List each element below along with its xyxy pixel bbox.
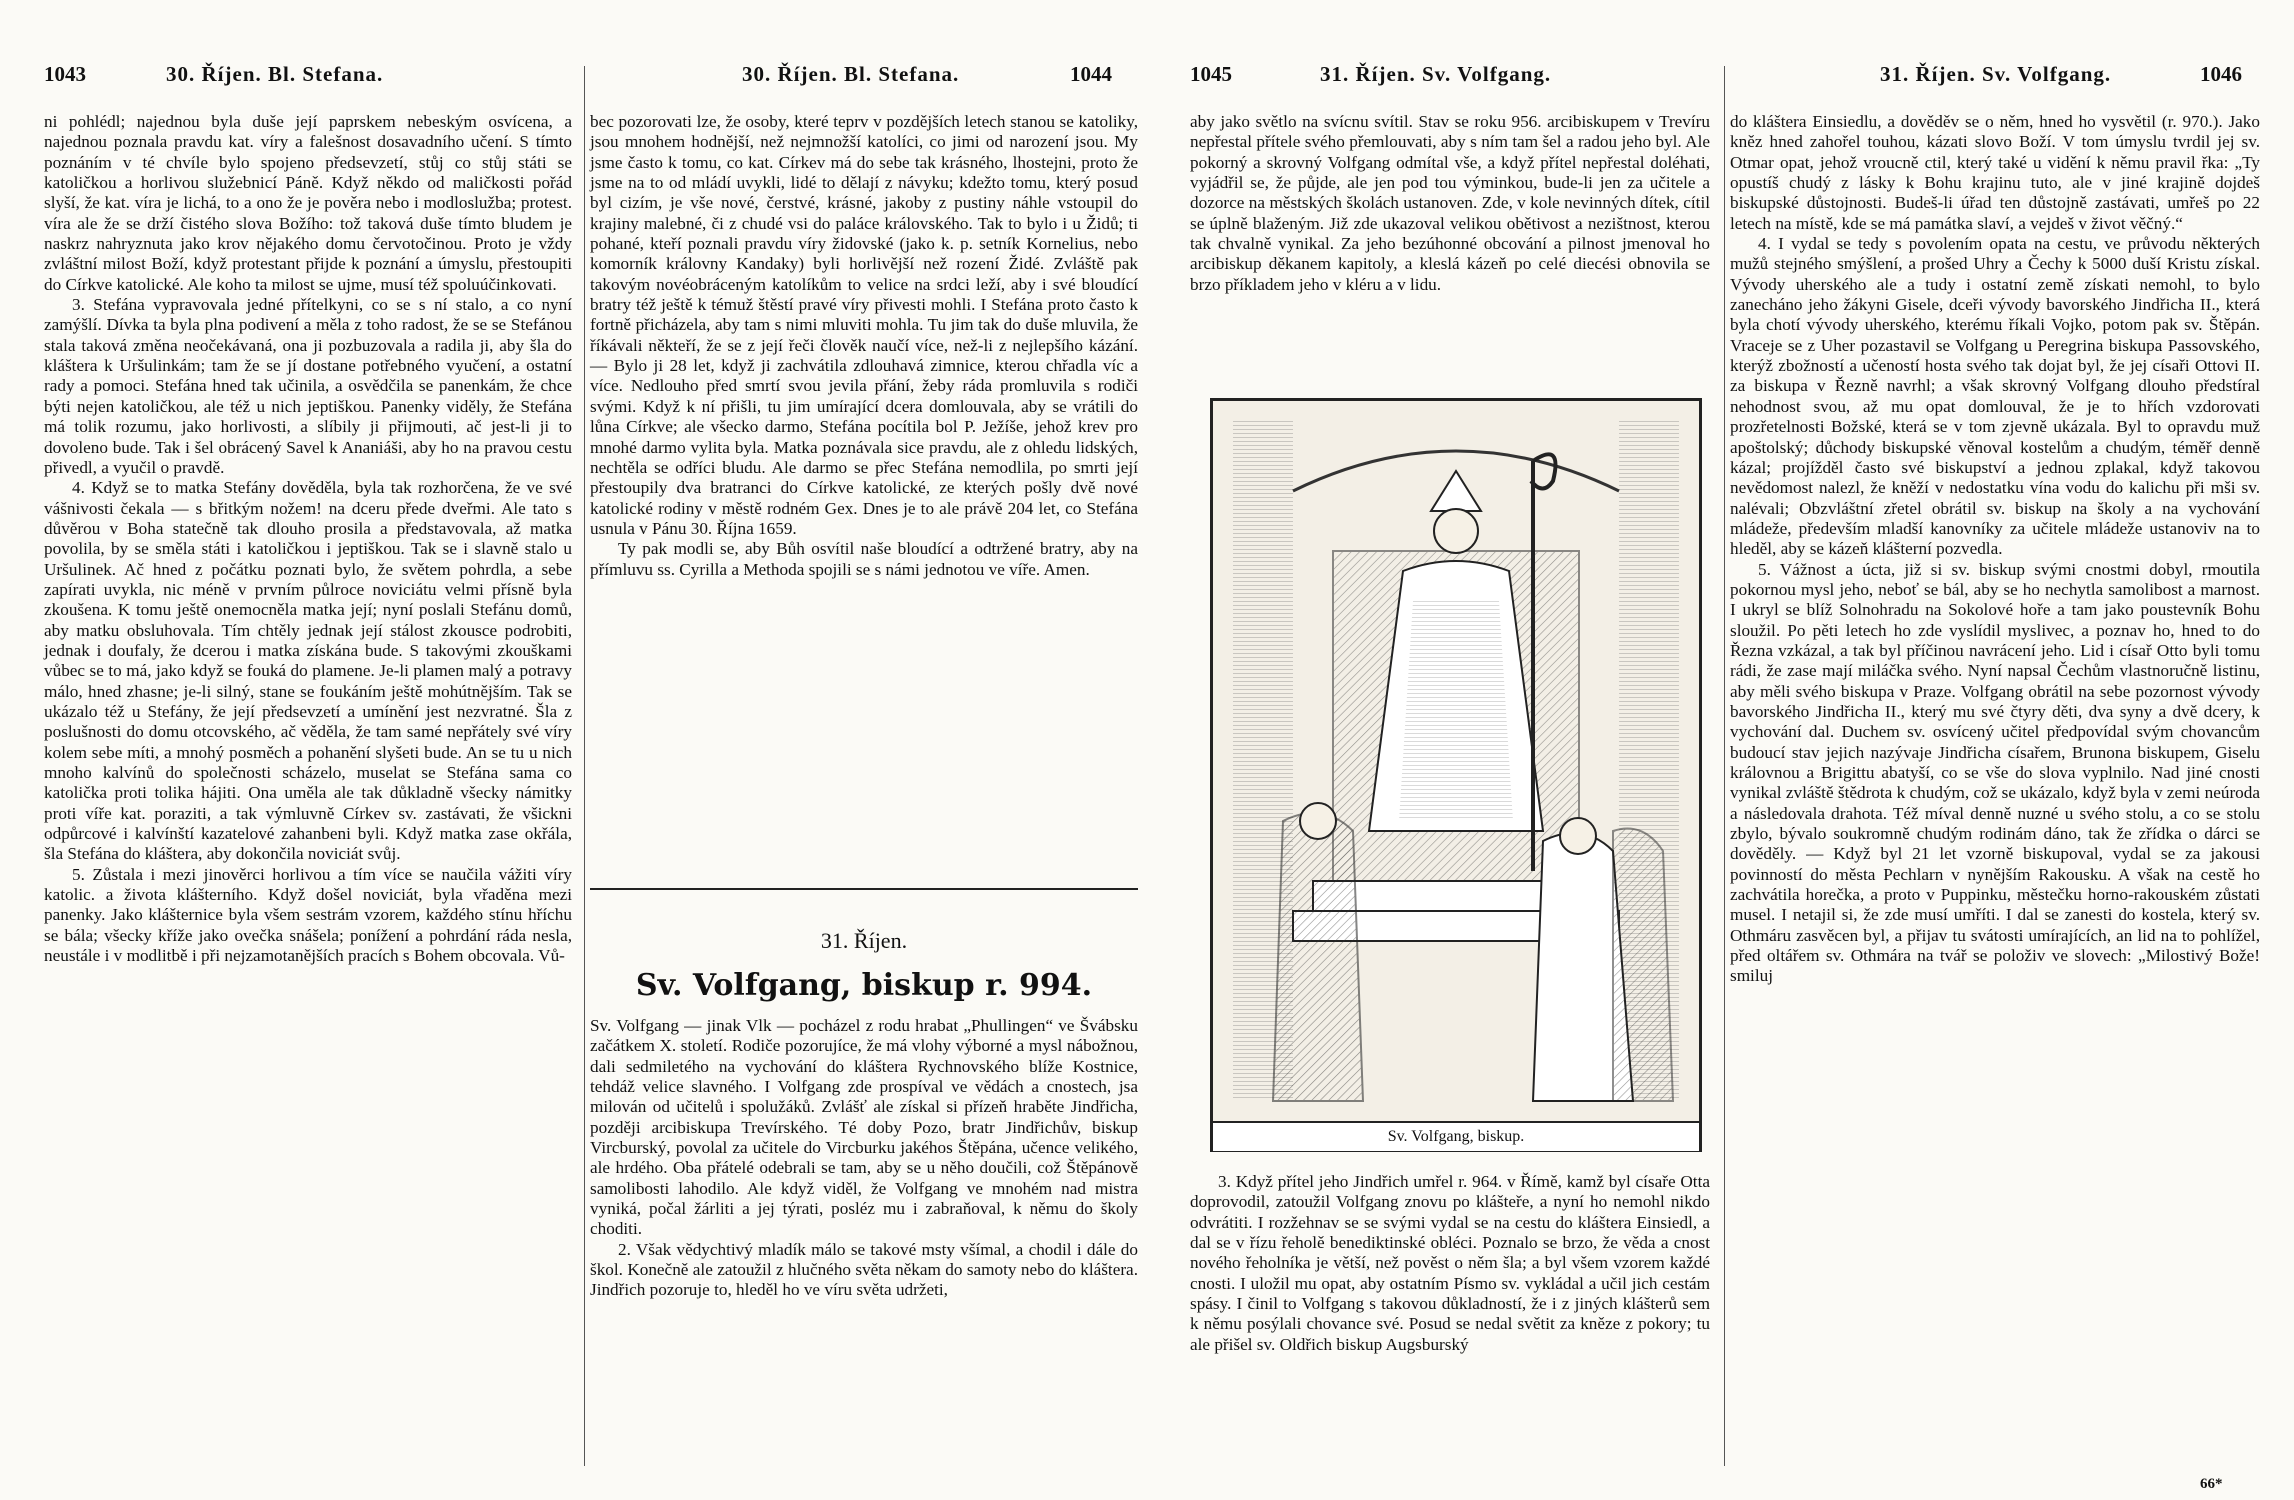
- text-column-2: [590, 112, 1138, 580]
- page-number: 1043: [44, 62, 86, 86]
- column-divider: [584, 66, 585, 1466]
- text-column-3b: [1190, 1172, 1710, 1355]
- text-column-2b: [590, 1016, 1138, 1301]
- running-title: 30. Říjen. Bl. Stefana.: [742, 62, 960, 86]
- saint-engraving: [1213, 401, 1699, 1121]
- paragraph: 4. Když se to matka Stefány dověděla, byla tak rozhorčena, že ve své vášnivosti čekala — s břitkým nožem! na dceru přede dveřmi. Ale tato s důvěrou v Boha statečně tak dlouho prosila a představovala, až matka povolila, by se směla státi i katoličkou i jeptiškou. Tak se i slavně stalo u Uršulinek. Ač hned z počátku poznati bylo, že světem pohrdla, a sebe zapírati uvykla, nic méně v prvním půlroce noviciátu velmi přísně byla zkoušena. K tomu ještě onemocněla matka její; nyní poslali Stefánu domů, aby matku obsluhovala. Tím chtěly jednak její stálost zkousce podrobiti, jednak i doufaly, že dcerou i matka získána bude. S takovými zkouškami vůbec se to má, jako když se fouká do plamene. Je-li plamen malý a potravy málo, hned zhasne; je-li silný, stane se foukáním ještě mohútnějším. Tak se ukázalo též u Stefány, že její předsevzetí a umínění jest nezvratné. Šla z poslušnosti do domu otcovského, ač věděla, že tam samé nepřátely své víry kolem sebe míti, a mnohý posměch a pohanění slyšeti bude. An se tu u nich mnoho kalvínů do společnosti scházelo, muselat se Stefána sama co katolička proti tolika hájiti. Ona uměla ale tak důkladně všecky námitky proti víře kat. poraziti, a tak výmluvně Církev sv. zastávati, že všickni odpůrcové i kalvínští kazatelové zahanbeni byli. Když matka zase okřála, šla Stefána do kláštera, aby dokončila noviciát svůj.: [44, 478, 572, 864]
- column-divider: [1724, 66, 1725, 1466]
- text-column-3a: [1190, 112, 1710, 295]
- paragraph: Ty pak modli se, aby Bůh osvítil naše bloudící a odtržené bratry, aby na přímluvu ss. Cyrilla a Methoda spojili se s námi jednotou ve víře. Amen.: [590, 539, 1138, 579]
- page-1044: [590, 0, 1150, 1500]
- paragraph: 5. Vážnost a úcta, již si sv. biskup svými cnostmi dobyl, rmoutila pokornou mysl jeho, neboť se bál, aby se ho nechytla samolibost a marnost. I ukryl se blíž Solnohradu na Sokolové hoře a tam jako poustevník Bohu sloužil. Po pěti letech ho zde vyslídil myslivec, a poznav ho, hned to do Řezna vzkázal, a tak byl příčinou navrácení jeho. Lid i císař Otto byli tomu rádi, že zase mají miláčka svého. Nyní napsal Čechům vlastnoručně listinu, aby měli svého biskupa v Praze. Volfgang obrátil na sebe pozornost vývody bavorského Jindřicha II., který mu své čtyry děti, dva syny a dvě dcery, k vychování dal. Duchem sv. osvícený učitel předpovídal svým chovancům budoucí stav jejich nazývaje Jindřicha císařem, Brunona biskupem, Giselu královnou a Brigittu abatyší, co se vše do slova vyplnilo. Nad jiné cnosti vynikal zvláště štědrota k chudým, což se ukázalo, když byla v zemi neúroda a následovala drahota. Též míval denně nuzné u svého stolu, a co se stolu zbylo, bývalo soukromně chudým rodinám dáno, tak že zřídka o dárci se dověděly. — Když byl 21 let vzorně biskupoval, vydal se za jakousi povinností do města Pechlarn v nynějším Rakousku. A však na cestě ho zachvátila horečka, a proto v Puppinku, městečku horno-rakouském zůstati musel. I netajil si, že zde musí umříti. I dal se zanesti do kostela, který sv. Othmáru zasvěcen byl, a přijav tu svátosti umírajících, an lid na to pohlížel, před oltářem sv. Othmára na tvář se položiv ve slovech: „Milostivý Bože! smiluj: [1730, 559, 2260, 986]
- page-1043: [0, 0, 580, 1500]
- paragraph: bec pozorovati lze, že osoby, které teprv v pozdějších letech stanou se katoliky, jsou mnohem hodnější, než nejmnožší katolíci, co jimi od narození jsou. My jsme často k tomu, co kat. Církev má do sebe tak krásného, lhostejni, proto že jsme na to od mládí uvykli, lidé to dělají z návyku; kdežto tomu, který posud byl cizím, je vše nové, čerstvé, krásné, jakoby z pustiny náhle vstoupil do krajiny malebné, či z chudé vsi do paláce královského. Tak to bylo i u Židů; ti pohané, kteří poznali pravdu víry židovské (jako k. p. setník Kornelius, nebo komorník královny Kandaky) byli horlivější než rození Židé. Zvláště pak takovým novéobráceným katolíkům to velice na srdci leží, aby i své bloudící bratry též ještě k témuž štěstí pravé víry přivesti mohli. I Stefána proto často k fortně přicházela, aby tam s nimi mluviti mohla. Tu jim tak do duše mluvila, že říkávali někteří, že se z její řeči člověk naučí více, než-li z nejlepšího kázání. — Bylo ji 28 let, když ji zachvátila zdlouhavá zimnice, kterou chřadla víc a více. Nedlouho před smrtí svou jevila přání, žeby ráda promluvila s rodiči svými. Když k ní přišli, tu jim umírající dcera domlouvala, aby se vrátili do lůna Církve; ale všecko darmo, Stefána pocítila bol P. Ježíše, jehož krev pro mnohé darmo vylita byla. Matka poznávala sice pravdu, ale z ohledu lidských, nechtěla se odříci bludu. Ale darmo se přec Stefána nemodlila, po smrti její přestoupily dva bratranci do Církve katolické, ze kterých pošly dvě nové katolické rodiny v městě rodném Gex. Dnes je to ale právě 204 let, co Stefána usnula v Pánu 30. Října 1659.: [590, 112, 1138, 538]
- illustration-saint: [1210, 398, 1702, 1152]
- text-column-4: [1730, 112, 2260, 987]
- section-title: Sv. Volfgang, biskup r. 994.: [635, 968, 1093, 1003]
- running-title: 30. Říjen. Bl. Stefana.: [166, 62, 384, 86]
- paragraph: Sv. Volfgang — jinak Vlk — pocházel z rodu hrabat „Phullingen“ ve Švábsku začátkem X. století. Rodiče pozorujíce, že má vlohy výborné a mysl nábožnou, dali sedmiletého na vychování do kláštera Rychnovského blíže Kostnice, tehdáž velice slavného. I Volfgang zde prospíval ve vědách a cnostech, jsa milován od učitelů i spolužáků. Zvlášť ale získal si přízeň hraběte Jindřicha, později arcibiskupa Trevírského. Té doby Pozo, bratr Jindřichův, biskup Vircburský, povolal za učitele do Vircburku jakéhos Štěpána, učence velikého, ale hrdého. Oba přátelé odebrali se tam, aby se u něho doučili, což Štěpánově samolibosti lahodilo. Ale když viděl, že Volfgang ve mnohém nad mistra vyniká, počal žárliti a jej týrati, posléz mu i zabraňoval, k němu do školy choditi.: [590, 1016, 1138, 1239]
- paragraph: 5. Zůstala i mezi jinověrci horlivou a tím více se naučila vážiti víry katolic. a života klášterního. Když došel noviciát, byla vřaděna mezi panenky. Jako klášternice byla všem sestrám vzorem, každého stínu hříchu se bála; všecky kříže jako ovečka snášela; ponížení a pohrdání ráda nesla, neustále i v modlitbě i při nejzamotanějších pracích s Bohem obcovala. Vů-: [44, 864, 572, 966]
- paragraph: 4. I vydal se tedy s povolením opata na cestu, ve průvodu některých mužů stejného smýšlení, a prošed Uhry a Čechy k 5000 duší Kristu získal. Vývody uherského ale a tudy i ostatní země získati nemohl, to bylo zanecháno jeho žákyni Gisele, dceři vývody bavorského Jindřicha II., která byla chotí vývody uherského, kterému říkali Vojko, potom pak sv. Štěpán. Vraceje se z Uher pozastavil se Volfgang u Peregrina biskupa Passovského, kterýž zbožností a učeností hosta svého tak dojat byl, že jej císaři Ottovi II. za biskupa v Řezně navrhl; a však skrovný Volfgang dlouho předstíral nehodnost svou, až mu opat domlouval, že je to hřích vzdorovati prozřetelnosti Božské, která se v tom zjevně ukázala. Byl to opravdu muž apoštolský; důchody biskupské věnoval kostelům a chudým, téměř denně kázal; projížděl často své biskupství a jednou zplakal, když takovou nevědomost nalezl, že kněží v nedostatku vína vodu do kalichu při mši sv. nalévali; Obzvláštní zřetel obrátil sv. biskup na školy a na vychování mládeže, především mladší kanovníky za učitele mládeže ustanoviv na to hleděl, aby se kázeň klášterní pozvedla.: [1730, 234, 2260, 559]
- illustration-caption: Sv. Volfgang, biskup.: [1213, 1121, 1699, 1151]
- page-number: 1045: [1190, 62, 1232, 86]
- signature-mark: 66*: [2200, 1476, 2223, 1492]
- page-1046: [1730, 0, 2290, 1500]
- paragraph: aby jako světlo na svícnu svítil. Stav se roku 956. arcibiskupem v Trevíru nepřestal přítele svého přemlouvati, aby s ním tam šel a radou jeho byl. Ale pokorný a skrovný Volfgang odmítal vše, a když přítel nepřestal doléhati, vyjádřil se, že půjde, ale jen pod tou výminkou, bude-li jen za učitele a dozorce na městských školách ustanoven. Zde, v kole nevinných dítek, cítil se úplně blaženým. Již zde ukazoval velikou obětivost a nezištnost, kterou tak chvalně vynikal. Za jeho bezúhonné obcování a pilnost jmenoval ho arcibiskup děkanem kapitoly, a kleslá kázeň po celé diecési obnovila se brzo příkladem jeho v kléru a v lidu.: [1190, 112, 1710, 294]
- running-head-1043: [44, 62, 574, 88]
- running-title: 31. Říjen. Sv. Volfgang.: [1880, 62, 2112, 86]
- paragraph: 3. Stefána vypravovala jedné přítelkyni, co se s ní stalo, a co nyní zamýšlí. Dívka ta byla plna podivení a měla z toho radost, že se se Stefánou stala taková změna neočekávaná, ona ji pozbuzovala a radila ji, aby šla do kláštera k Uršulinkám; tam že se jí dostane potřebného vyučení, a ostatní rady a pomoci. Stefána hned tak učinila, a osvědčila se panenkám, že chce býti nejen katoličkou, ale též u nich jeptiškou. Panenky viděly, že Stefána má tolik rozumu, jako horlivosti, a slíbily ji přijmouti, ač jest-li ji to dovoleno bude. Tak i šel obrácený Savel k Ananiáši, aby ho na pravou cestu přivedl, a vyučil o pravdě.: [44, 295, 572, 477]
- paragraph: 3. Když přítel jeho Jindřich umřel r. 964. v Římě, kamž byl císaře Otta doprovodil, zatoužil Volfgang znovu po klášteře, a nyní ho nemohl nikdo odvrátiti. I rozžehnav se se svými vydal se na cestu do kláštera Einsiedl, a dal se v řízu řeholě benediktinské obléci. Poznalo se brzo, že věda a cnost nového řeholníka je větší, než pověst o něm šla; a byl všem vzorem každé cnosti. I uložil mu opat, aby ostatním Písmo sv. vykládal a učil jich cestám spásy. I činil to Volfgang s takovou důkladností, že i z jiných klášterů sem k němu posýlali chovance své. Posud se nedal světit za kněze z pokory; tu ale přišel sv. Oldřich biskup Augsburský: [1190, 1172, 1710, 1354]
- page-number: 1046: [2200, 62, 2242, 86]
- paragraph: ni pohlédl; najednou byla duše její paprskem nebeským osvícena, a najednou poznala pravdu kat. víry a falešnost dosavadního učení. S tímto poznáním v té chvíle bylo spojeno předsevzetí, stůj co stůj státi se katoličkou a horlivou služebnicí Páně. Když někdo od maličkosti pořád slyší, že kat. víra je lichá, to a ono že je pověra nebo i modloslužba; protest. víra ale že se drží čistého slova Božího: tož taková duše tímto bludem je naskrz nahryznuta jako krov nějakého domu červotočinou. Proto je vždy zvláštní milost Boží, když protestant přijde k poznání a úmyslu, přestoupiti do Církve katolické. Ale koho ta milost se ujme, musí též spoluúčinkovati.: [44, 112, 572, 294]
- running-head-1044: [590, 62, 1138, 88]
- running-head-1045: [1190, 62, 1720, 88]
- running-head-1046: [1730, 62, 2260, 88]
- paragraph: 2. Však vědychtivý mladík málo se takové msty všímal, a chodil i dále do škol. Konečně ale zatoužil z hlučného světa někam do samoty nebo do kláštera. Jindřich pozoruje to, hleděl ho ve víru světa udržeti,: [590, 1239, 1138, 1300]
- running-title: 31. Říjen. Sv. Volfgang.: [1320, 62, 1552, 86]
- section-rule: [590, 888, 1138, 890]
- paragraph: do kláštera Einsiedlu, a dověděv se o něm, hned ho vysvětil (r. 970.). Jako kněz hned zahořel touhou, kázati slovo Boží. V tom úmyslu tvrdil jej sv. Otmar opat, jehož vroucně ctil, který také u vidění k němu pravil řka: „Ty opustíš chudý z lásky k Bohu krajinu tuto, ale v jiné krajině dojdeš biskupské důstojnosti. Budeš-li úřad ten důstojně zastávati, umřeš po 22 letech na místě, kde se má památka slaví, a vejdeš v život věčný.“: [1730, 112, 2260, 233]
- page-number: 1044: [1070, 62, 1112, 86]
- page-1045: [1190, 0, 1720, 1500]
- text-column-1: [44, 112, 572, 966]
- section-date: 31. Říjen.: [820, 928, 908, 953]
